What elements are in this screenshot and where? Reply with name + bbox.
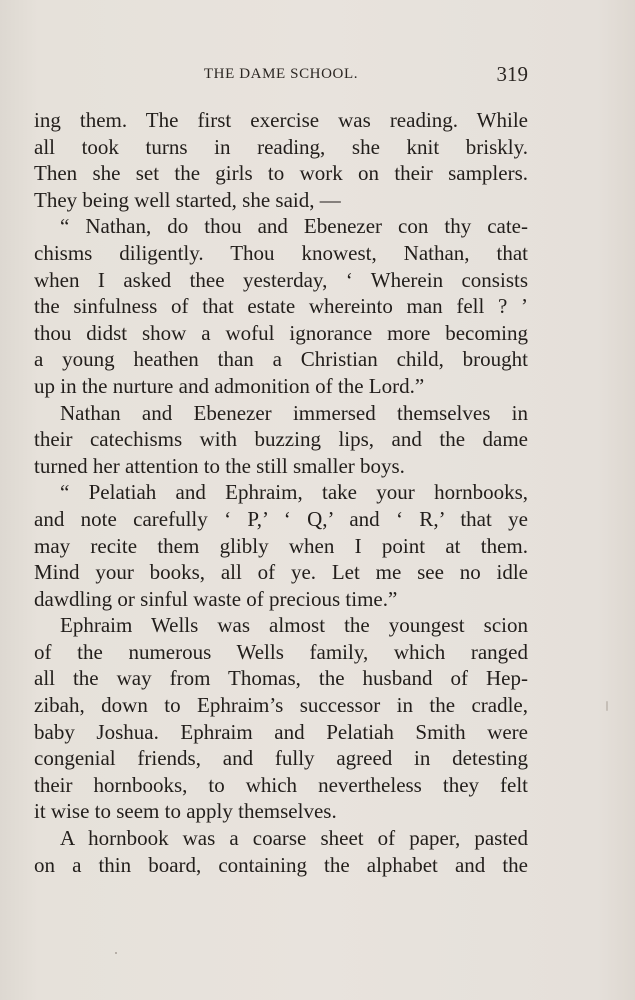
text-line: a young heathen than a Christian child, brought	[34, 347, 528, 372]
text-line: may recite them glibly when I point at them.	[34, 533, 528, 558]
text-line: all took turns in reading, she knit briskly.	[34, 134, 528, 159]
text-line: Then she set the girls to work on their samplers.	[34, 161, 528, 186]
text-line: zibah, down to Ephraim’s successor in the cradle,	[34, 693, 528, 718]
text-line: Nathan and Ebenezer immersed themselves in	[60, 400, 528, 425]
text-line: it wise to seem to apply themselves.	[34, 799, 337, 824]
running-head	[34, 62, 528, 90]
text-line: “ Nathan, do thou and Ebenezer con thy cate-	[60, 214, 528, 239]
text-line: ing them. The first exercise was reading. While	[34, 108, 528, 132]
text-line: thou didst show a woful ignorance more becoming	[34, 320, 528, 345]
body-text	[34, 107, 528, 878]
paper-dot	[115, 952, 117, 954]
text-line: and note carefully ‘ P,’ ‘ Q,’ and ‘ R,’ that ye	[34, 506, 528, 531]
text-line: their hornbooks, to which nevertheless they felt	[34, 772, 528, 797]
text-line: baby Joshua. Ephraim and Pelatiah Smith were	[34, 719, 528, 744]
text-line: their catechisms with buzzing lips, and the dame	[34, 427, 528, 452]
text-line: Mind your books, all of ye. Let me see no idle	[34, 560, 528, 585]
text-line: the sinfulness of that estate whereinto man fell ? ’	[34, 294, 528, 319]
paper-speck	[606, 701, 608, 711]
text-line: A hornbook was a coarse sheet of paper, pasted	[60, 826, 528, 851]
text-line: chisms diligently. Thou knowest, Nathan, that	[34, 240, 528, 265]
text-line: on a thin board, containing the alphabet and the	[34, 852, 528, 877]
text-line: “ Pelatiah and Ephraim, take your hornbooks,	[60, 480, 528, 505]
text-line: when I asked thee yesterday, ‘ Wherein consists	[34, 267, 528, 292]
text-line: all the way from Thomas, the husband of Hep-	[34, 666, 528, 691]
page-number: 319	[496, 62, 528, 86]
text-line: of the numerous Wells family, which ranged	[34, 639, 528, 664]
text-line: dawdling or sinful waste of precious time.”	[34, 586, 398, 611]
text-line: Ephraim Wells was almost the youngest scion	[60, 613, 528, 638]
text-line: turned her attention to the still smaller boys.	[34, 453, 405, 478]
text-line: congenial friends, and fully agreed in detesting	[34, 746, 528, 771]
running-title: THE DAME SCHOOL.	[203, 66, 359, 82]
text-line: up in the nurture and admonition of the Lord.”	[34, 373, 425, 398]
text-line: They being well started, she said, —	[34, 187, 341, 212]
